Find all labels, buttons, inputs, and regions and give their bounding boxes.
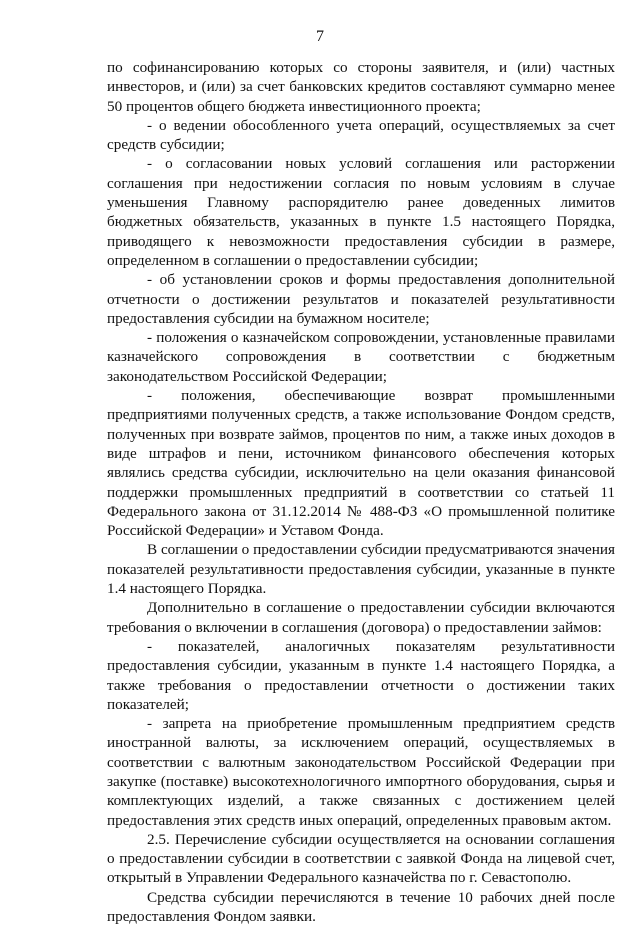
paragraph-separate-accounting: - о ведении обособленного учета операций, осуществляемых за счет средств субсидии;	[107, 116, 615, 154]
paragraph-new-conditions: - о согласовании новых условий соглашения или расторжении соглашения при недостижении согласия по новым условиям в случае уменьшения Главному распорядителю ранее доведенных лимитов бюджетных обязательств, указанных в пункте 1.5 настоящего Порядка, приводящего к невозможности предоставления субсидии в размере, определенном в соглашении о предоставлении субсидии;	[107, 155, 615, 269]
paragraph-performance-indicators: В соглашении о предоставлении субсидии предусматриваются значения показателей результативности предоставления субсидии, указанные в пункте 1.4 настоящего Порядка.	[107, 541, 615, 598]
paragraph-similar-indicators: - показателей, аналогичных показателям результативности предоставления субсидии, указанным в пункте 1.4 настоящего Порядка, а также требования о предоставлении отчетности о достижении таких показателей;	[107, 637, 615, 713]
page-number: 7	[316, 28, 324, 45]
paragraph-currency-ban: - запрета на приобретение промышленным предприятием средств иностранной валюты, за исключением операций, осуществляемых в соответствии с валютным законодательством Российской Федерации при закупке (поставке) высокотехнологичного импортного оборудования, сырья и комплектующих изделий, а также связанных с достижением целей предоставления этих средств иных операций, определенных правовым актом.	[107, 715, 615, 829]
paragraph-transfer-basis: 2.5. Перечисление субсидии осуществляется на основании соглашения о предоставлении субсидии в соответствии с заявкой Фонда на лицевой счет, открытый в Управлении Федерального казначейства по г. Севастополю.	[107, 830, 615, 887]
paragraph-funds-return: - положения, обеспечивающие возврат промышленными предприятиями полученных средств, а также использование Фондом средств, полученных при возврате займов, процентов по ним, а также иных доходов в виде штрафов и пени, источником финансового обеспечения которых являлись средства субсидии, исключительно на цели оказания финансовой поддержки промышленных предприятий в соответствии со статьей 11 Федерального закона от 31.12.2014 № 488-ФЗ «О промышленной политике Российской Федерации» и Уставом Фонда.	[107, 387, 615, 540]
paragraph-reporting-terms: - об установлении сроков и формы предоставления дополнительной отчетности о достижении результатов и показателей результативности предоставления субсидии на бумажном носителе;	[107, 271, 615, 327]
document-body	[107, 58, 615, 926]
paragraph-continuation: по софинансированию которых со стороны заявителя, и (или) частных инвесторов, и (или) за счет банковских кредитов составляют суммарно менее 50 процентов общего бюджета инвестиционного проекта;	[107, 59, 615, 115]
paragraph-transfer-deadline: Средства субсидии перечисляются в течение 10 рабочих дней после предоставления Фондом заявки.	[107, 888, 615, 926]
paragraph-treasury-support: - положения о казначейском сопровождении, установленные правилами казначейского сопровождения в соответствии с бюджетным законодательством Российской Федерации;	[107, 329, 615, 385]
paragraph-additional-requirements: Дополнительно в соглашение о предоставлении субсидии включаются требования о включении в соглашения (договора) о предоставлении займов:	[107, 599, 615, 636]
